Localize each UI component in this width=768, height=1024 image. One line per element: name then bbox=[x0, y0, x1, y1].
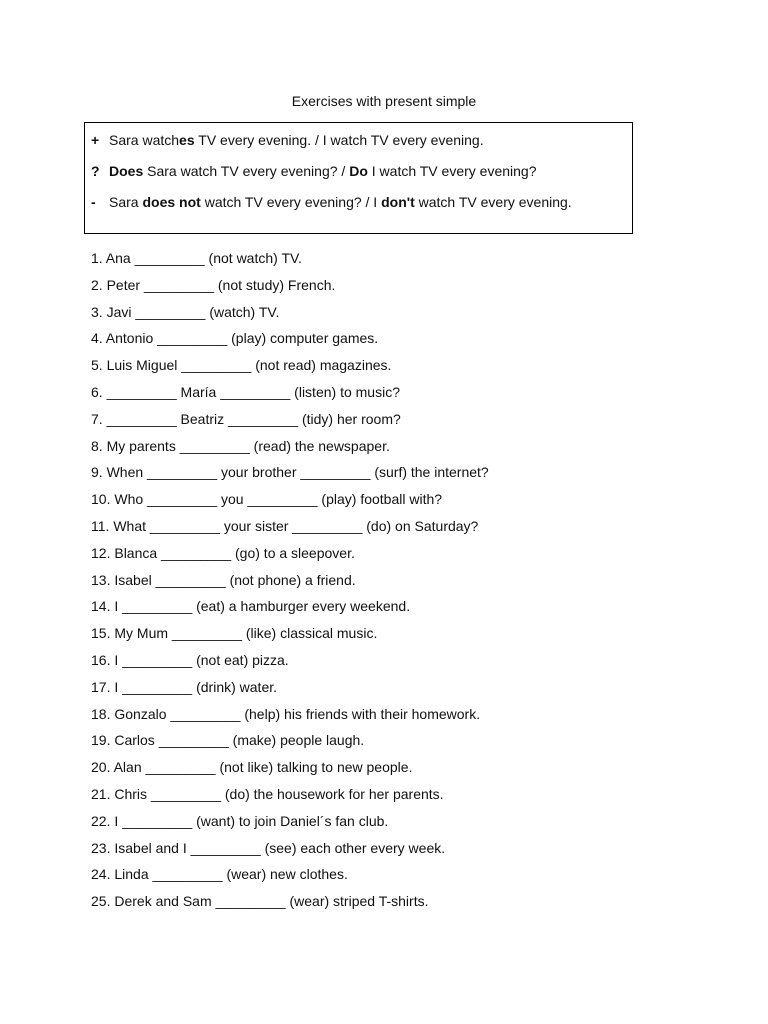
exercise-item: 3. Javi _________ (watch) TV. bbox=[91, 303, 280, 320]
exercise-item: 9. When _________ your brother _________ (surf) the internet? bbox=[91, 464, 489, 481]
exercise-item: 14. I _________ (eat) a hamburger every weekend. bbox=[91, 598, 411, 615]
exercise-item: 6. _________ María _________ (listen) to music? bbox=[91, 383, 400, 400]
exercise-item: 5. Luis Miguel _________ (not read) magazines. bbox=[91, 357, 392, 374]
exercise-item: 10. Who _________ you _________ (play) football with? bbox=[91, 491, 443, 508]
exercise-item: 8. My parents _________ (read) the newspaper. bbox=[91, 437, 390, 454]
rule-question: ? Does Sara watch TV every evening? / Do I watch TV every evening? bbox=[91, 163, 537, 179]
exercise-item: 22. I _________ (want) to join Daniel´s fan club. bbox=[91, 812, 389, 829]
exercise-item: 15. My Mum _________ (like) classical music. bbox=[91, 625, 378, 642]
exercise-item: 17. I _________ (drink) water. bbox=[91, 678, 278, 695]
exercise-item: 1. Ana _________ (not watch) TV. bbox=[91, 250, 302, 266]
exercise-item: 18. Gonzalo _________ (help) his friends with their homework. bbox=[91, 705, 481, 722]
exercise-item: 16. I _________ (not eat) pizza. bbox=[91, 651, 289, 668]
exercise-item: 24. Linda _________ (wear) new clothes. bbox=[91, 866, 348, 883]
minus-symbol: - bbox=[91, 194, 96, 210]
page-title: Exercises with present simple bbox=[291, 93, 477, 109]
exercise-item: 11. What _________ your sister _________ (do) on Saturday? bbox=[91, 517, 479, 534]
exercise-item: 20. Alan _________ (not like) talking to new people. bbox=[91, 759, 413, 776]
exercise-item: 12. Blanca _________ (go) to a sleepover. bbox=[91, 544, 355, 561]
exercise-item: 19. Carlos _________ (make) people laugh. bbox=[91, 732, 365, 749]
exercise-item: 2. Peter _________ (not study) French. bbox=[91, 276, 336, 293]
exercise-item: 21. Chris _________ (do) the housework for her parents. bbox=[91, 785, 444, 802]
rule-affirmative: + Sara watches TV every evening. / I watch TV every evening. bbox=[91, 132, 484, 148]
exercise-list bbox=[91, 249, 489, 919]
plus-symbol: + bbox=[91, 132, 100, 148]
exercise-item: 4. Antonio _________ (play) computer games. bbox=[91, 330, 379, 347]
rule-negative: - Sara does not watch TV every evening? / I don't watch TV every evening. bbox=[91, 194, 572, 210]
question-symbol: ? bbox=[91, 163, 100, 179]
exercise-item: 7. _________ Beatriz _________ (tidy) her room? bbox=[91, 410, 401, 427]
grammar-rules-box bbox=[84, 122, 633, 234]
exercise-item: 13. Isabel _________ (not phone) a friend. bbox=[91, 571, 356, 588]
exercise-item: 25. Derek and Sam _________ (wear) striped T-shirts. bbox=[91, 893, 429, 910]
exercise-item: 23. Isabel and I _________ (see) each other every week. bbox=[91, 839, 446, 856]
